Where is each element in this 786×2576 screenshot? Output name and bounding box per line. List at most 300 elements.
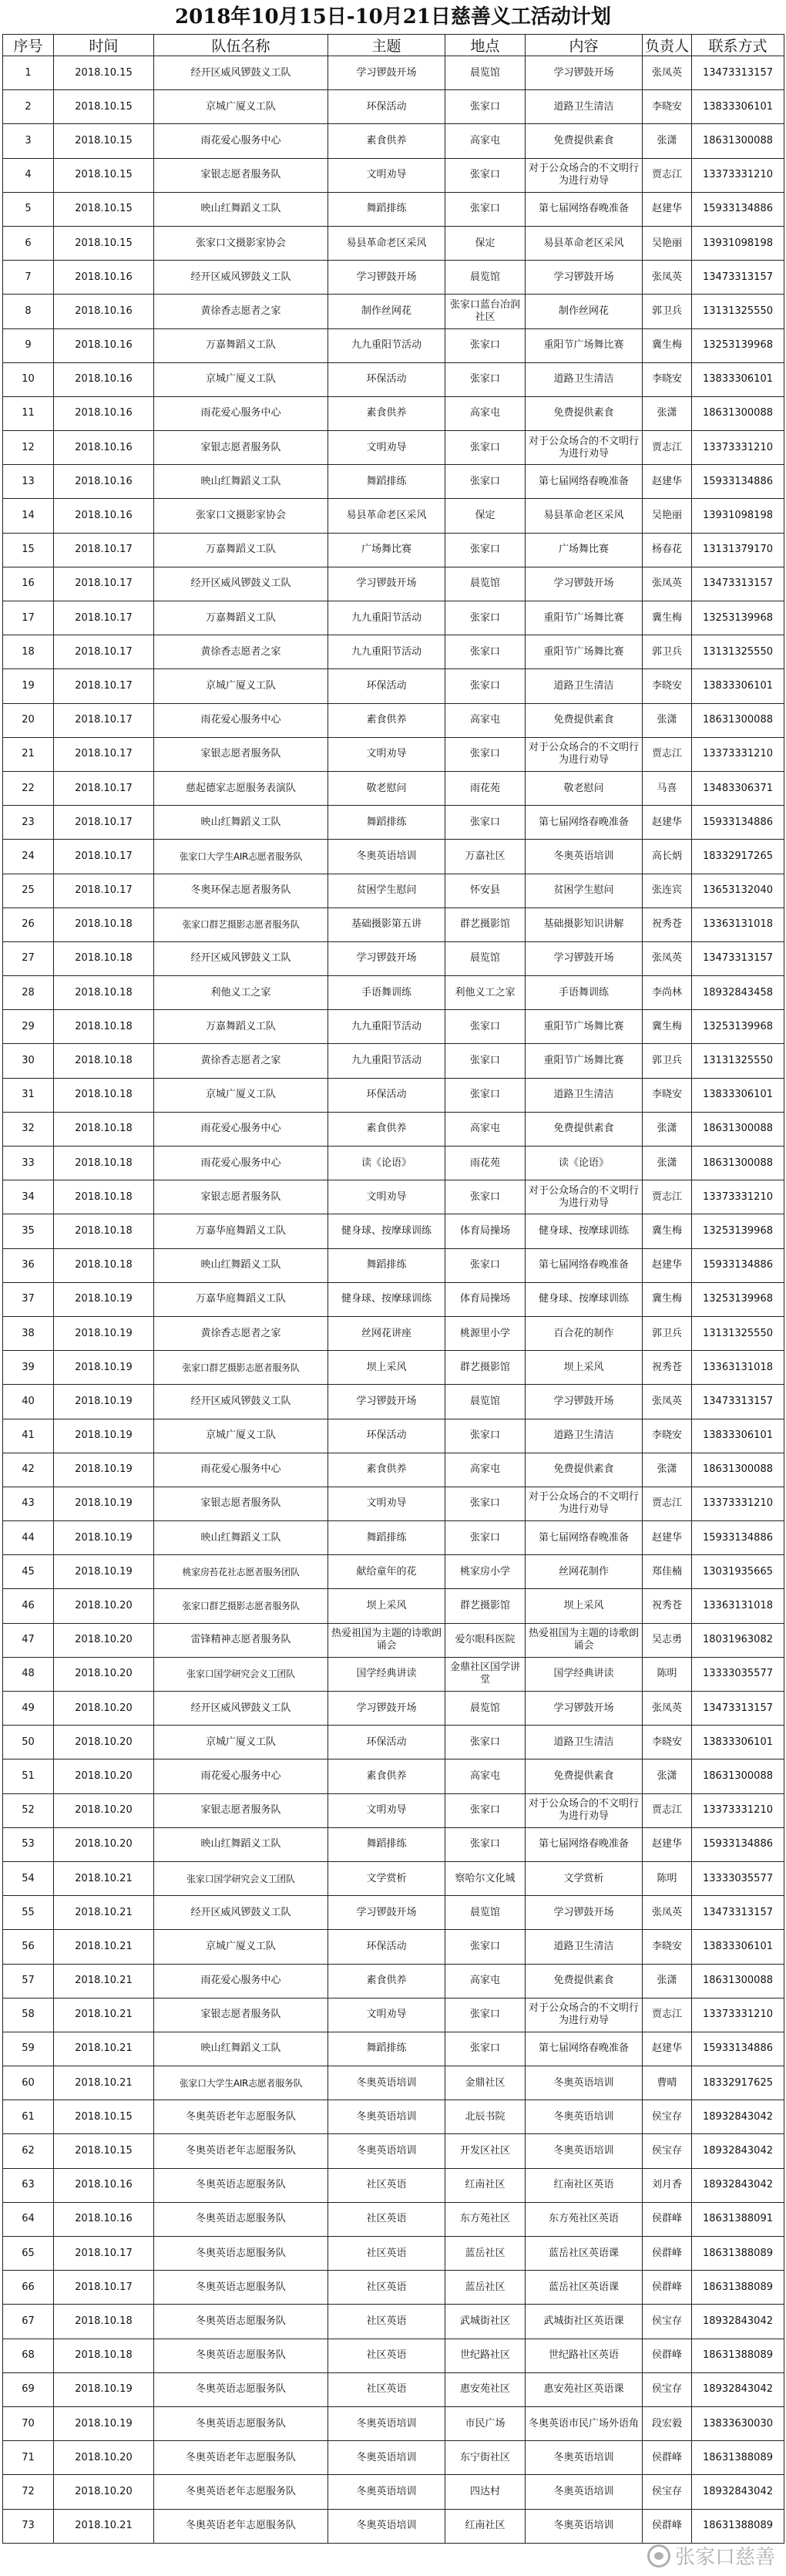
cell-index: 4 xyxy=(3,158,54,192)
cell-contact: 18932843042 xyxy=(692,2100,784,2134)
header-content: 内容 xyxy=(526,35,643,56)
cell-location: 高家屯 xyxy=(445,703,526,737)
cell-theme: 坝上采风 xyxy=(328,1351,445,1385)
cell-contact: 13363131018 xyxy=(692,1351,784,1385)
table-row xyxy=(3,261,784,295)
header-team: 队伍名称 xyxy=(154,35,328,56)
cell-person: 郭卫兵 xyxy=(643,1044,692,1078)
cell-contact: 13473313157 xyxy=(692,941,784,975)
table-row xyxy=(3,2509,784,2543)
cell-location: 高家屯 xyxy=(445,1112,526,1146)
cell-team: 映山红舞蹈义工队 xyxy=(154,465,328,499)
cell-contact: 18932843042 xyxy=(692,2134,784,2168)
cell-team: 张家口大学生AIR志愿者服务队 xyxy=(154,840,328,874)
cell-person: 李晓安 xyxy=(643,1930,692,1964)
table-row xyxy=(3,2441,784,2475)
cell-content: 冬奥英语培训 xyxy=(526,2100,643,2134)
cell-theme: 舞蹈排练 xyxy=(328,192,445,226)
cell-team: 雨花爱心服务中心 xyxy=(154,1112,328,1146)
cell-person: 赵建华 xyxy=(643,2032,692,2066)
cell-theme: 文明劝导 xyxy=(328,158,445,192)
cell-date: 2018.10.15 xyxy=(54,158,154,192)
activity-schedule-table xyxy=(2,34,784,2544)
cell-location: 张家口 xyxy=(445,1010,526,1044)
cell-contact: 13363131018 xyxy=(692,907,784,941)
cell-contact: 13473313157 xyxy=(692,1385,784,1419)
cell-team: 雨花爱心服务中心 xyxy=(154,1147,328,1180)
cell-contact: 15933134886 xyxy=(692,192,784,226)
cell-content: 重阳节广场舞比赛 xyxy=(526,635,643,669)
cell-date: 2018.10.17 xyxy=(54,601,154,635)
cell-location: 张家口 xyxy=(445,1078,526,1112)
cell-person: 刘月香 xyxy=(643,2168,692,2202)
cell-date: 2018.10.20 xyxy=(54,2441,154,2475)
cell-index: 59 xyxy=(3,2032,54,2066)
cell-theme: 冬奥英语培训 xyxy=(328,2475,445,2509)
cell-team: 家银志愿者服务队 xyxy=(154,1180,328,1214)
cell-theme: 贫困学生慰问 xyxy=(328,874,445,907)
cell-index: 66 xyxy=(3,2271,54,2305)
cell-contact: 13373331210 xyxy=(692,1487,784,1520)
cell-theme: 舞蹈排练 xyxy=(328,2032,445,2066)
table-row xyxy=(3,1248,784,1282)
cell-date: 2018.10.18 xyxy=(54,2339,154,2372)
cell-content: 易县革命老区采风 xyxy=(526,499,643,533)
cell-date: 2018.10.20 xyxy=(54,1692,154,1726)
cell-person: 侯宝存 xyxy=(643,2372,692,2406)
cell-person: 吴志勇 xyxy=(643,1623,692,1657)
cell-location: 金鼎社区 xyxy=(445,2066,526,2100)
cell-team: 映山红舞蹈义工队 xyxy=(154,806,328,840)
cell-index: 61 xyxy=(3,2100,54,2134)
cell-content: 道路卫生清洁 xyxy=(526,1419,643,1453)
cell-date: 2018.10.19 xyxy=(54,1555,154,1589)
cell-date: 2018.10.20 xyxy=(54,1726,154,1759)
cell-content: 红南社区英语 xyxy=(526,2168,643,2202)
cell-index: 29 xyxy=(3,1010,54,1044)
cell-index: 7 xyxy=(3,261,54,295)
table-row xyxy=(3,806,784,840)
cell-theme: 冬奥英语培训 xyxy=(328,2509,445,2543)
cell-contact: 18932843042 xyxy=(692,2168,784,2202)
table-row xyxy=(3,1726,784,1759)
cell-team: 雷锋精神志愿者服务队 xyxy=(154,1623,328,1657)
table-row xyxy=(3,499,784,533)
cell-theme: 素食供养 xyxy=(328,124,445,158)
cell-contact: 18932843042 xyxy=(692,2372,784,2406)
cell-contact: 13253139968 xyxy=(692,1282,784,1316)
cell-contact: 15933134886 xyxy=(692,806,784,840)
cell-content: 蓝岳社区英语课 xyxy=(526,2237,643,2271)
cell-index: 15 xyxy=(3,533,54,567)
cell-date: 2018.10.17 xyxy=(54,2271,154,2305)
cell-team: 冬奥英语老年志愿服务队 xyxy=(154,2134,328,2168)
cell-index: 44 xyxy=(3,1521,54,1555)
table-row xyxy=(3,1044,784,1078)
cell-date: 2018.10.18 xyxy=(54,1010,154,1044)
cell-team: 万嘉华庭舞蹈义工队 xyxy=(154,1282,328,1316)
cell-theme: 丝网花讲座 xyxy=(328,1316,445,1350)
cell-content: 读《论语》 xyxy=(526,1147,643,1180)
cell-person: 张凤英 xyxy=(643,941,692,975)
cell-person: 张凤英 xyxy=(643,1385,692,1419)
cell-content: 学习锣鼓开场 xyxy=(526,56,643,90)
cell-contact: 13253139968 xyxy=(692,328,784,362)
cell-contact: 18631388089 xyxy=(692,2237,784,2271)
cell-index: 31 xyxy=(3,1078,54,1112)
cell-index: 25 xyxy=(3,874,54,907)
cell-content: 重阳节广场舞比赛 xyxy=(526,328,643,362)
cell-contact: 13373331210 xyxy=(692,1793,784,1827)
cell-person: 贾志江 xyxy=(643,1998,692,2032)
cell-team: 冬奥英语老年志愿服务队 xyxy=(154,2509,328,2543)
cell-contact: 13333035577 xyxy=(692,1657,784,1691)
cell-team: 经开区威风锣鼓义工队 xyxy=(154,567,328,601)
cell-index: 70 xyxy=(3,2406,54,2440)
cell-contact: 15933134886 xyxy=(692,465,784,499)
cell-content: 东方苑社区英语 xyxy=(526,2202,643,2236)
table-row xyxy=(3,1998,784,2032)
cell-contact: 13333035577 xyxy=(692,1861,784,1895)
cell-team: 经开区威风锣鼓义工队 xyxy=(154,1896,328,1930)
cell-index: 67 xyxy=(3,2305,54,2339)
table-row xyxy=(3,2237,784,2271)
cell-location: 张家口 xyxy=(445,1521,526,1555)
cell-contact: 13473313157 xyxy=(692,261,784,295)
cell-location: 雨花苑 xyxy=(445,1147,526,1180)
cell-location: 张家口 xyxy=(445,465,526,499)
cell-contact: 18932843458 xyxy=(692,976,784,1010)
cell-theme: 素食供养 xyxy=(328,1112,445,1146)
cell-index: 26 xyxy=(3,907,54,941)
cell-location: 张家口 xyxy=(445,1044,526,1078)
cell-location: 高家屯 xyxy=(445,1759,526,1793)
cell-content: 免费提供素食 xyxy=(526,1964,643,1998)
cell-contact: 18631300088 xyxy=(692,1964,784,1998)
cell-content: 贫困学生慰问 xyxy=(526,874,643,907)
cell-contact: 15933134886 xyxy=(692,2032,784,2066)
cell-person: 张潇 xyxy=(643,1453,692,1487)
cell-theme: 学习锣鼓开场 xyxy=(328,941,445,975)
table-row xyxy=(3,1793,784,1827)
cell-team: 雨花爱心服务中心 xyxy=(154,1964,328,1998)
cell-index: 38 xyxy=(3,1316,54,1350)
cell-theme: 学习锣鼓开场 xyxy=(328,1692,445,1726)
cell-person: 冀生梅 xyxy=(643,328,692,362)
cell-content: 世纪路社区英语 xyxy=(526,2339,643,2372)
cell-person: 赵建华 xyxy=(643,465,692,499)
cell-date: 2018.10.17 xyxy=(54,567,154,601)
cell-date: 2018.10.16 xyxy=(54,261,154,295)
cell-person: 杨春花 xyxy=(643,533,692,567)
cell-index: 9 xyxy=(3,328,54,362)
cell-team: 京城广厦义工队 xyxy=(154,1419,328,1453)
cell-person: 张潇 xyxy=(643,1147,692,1180)
cell-index: 28 xyxy=(3,976,54,1010)
cell-index: 58 xyxy=(3,1998,54,2032)
table-row xyxy=(3,737,784,771)
table-row xyxy=(3,1623,784,1657)
cell-contact: 13931098198 xyxy=(692,226,784,260)
table-row xyxy=(3,90,784,124)
cell-location: 张家口 xyxy=(445,1248,526,1282)
table-row xyxy=(3,362,784,396)
cell-person: 祝秀苍 xyxy=(643,1589,692,1623)
cell-person: 陈明 xyxy=(643,1861,692,1895)
cell-location: 东宁街社区 xyxy=(445,2441,526,2475)
cell-index: 1 xyxy=(3,56,54,90)
cell-contact: 13833306101 xyxy=(692,669,784,703)
table-body xyxy=(3,56,784,2544)
table-row xyxy=(3,2271,784,2305)
cell-theme: 易县革命老区采风 xyxy=(328,499,445,533)
cell-location: 红南社区 xyxy=(445,2509,526,2543)
cell-team: 映山红舞蹈义工队 xyxy=(154,1248,328,1282)
table-row xyxy=(3,1351,784,1385)
cell-contact: 13131325550 xyxy=(692,1316,784,1350)
cell-theme: 文明劝导 xyxy=(328,1998,445,2032)
cell-date: 2018.10.18 xyxy=(54,907,154,941)
table-row xyxy=(3,1827,784,1861)
cell-person: 冀生梅 xyxy=(643,1010,692,1044)
cell-team: 雨花爱心服务中心 xyxy=(154,124,328,158)
cell-date: 2018.10.17 xyxy=(54,533,154,567)
cell-content: 学习锣鼓开场 xyxy=(526,1692,643,1726)
cell-team: 黄徐香志愿者之家 xyxy=(154,1044,328,1078)
table-row xyxy=(3,1147,784,1180)
cell-team: 冬奥英语老年志愿服务队 xyxy=(154,2441,328,2475)
cell-theme: 冬奥英语培训 xyxy=(328,2441,445,2475)
cell-person: 张连宾 xyxy=(643,874,692,907)
cell-theme: 环保活动 xyxy=(328,1078,445,1112)
cell-contact: 13833306101 xyxy=(692,362,784,396)
cell-team: 冬奥英语志愿服务队 xyxy=(154,2271,328,2305)
table-row xyxy=(3,1692,784,1726)
table-row xyxy=(3,1316,784,1350)
table-row xyxy=(3,874,784,907)
cell-person: 张潇 xyxy=(643,1759,692,1793)
cell-index: 56 xyxy=(3,1930,54,1964)
table-row xyxy=(3,907,784,941)
table-row xyxy=(3,2134,784,2168)
table-header-row xyxy=(3,35,784,56)
cell-team: 张家口群艺摄影志愿者服务队 xyxy=(154,1589,328,1623)
cell-index: 57 xyxy=(3,1964,54,1998)
cell-content: 对于公众场合的不文明行为进行劝导 xyxy=(526,431,643,465)
cell-contact: 18631388091 xyxy=(692,2202,784,2236)
cell-location: 桃源里小学 xyxy=(445,1316,526,1350)
cell-content: 百合花的制作 xyxy=(526,1316,643,1350)
cell-theme: 敬老慰问 xyxy=(328,771,445,805)
cell-person: 张潇 xyxy=(643,1964,692,1998)
cell-contact: 13833306101 xyxy=(692,1930,784,1964)
cell-person: 曹晴 xyxy=(643,2066,692,2100)
cell-theme: 广场舞比赛 xyxy=(328,533,445,567)
cell-contact: 18631388089 xyxy=(692,2339,784,2372)
header-index: 序号 xyxy=(3,35,54,56)
cell-team: 冬奥英语志愿服务队 xyxy=(154,2305,328,2339)
cell-contact: 13253139968 xyxy=(692,1010,784,1044)
cell-date: 2018.10.21 xyxy=(54,2509,154,2543)
cell-team: 冬奥英语志愿服务队 xyxy=(154,2372,328,2406)
cell-location: 高家屯 xyxy=(445,396,526,430)
cell-location: 高家屯 xyxy=(445,124,526,158)
cell-date: 2018.10.21 xyxy=(54,1861,154,1895)
cell-index: 14 xyxy=(3,499,54,533)
cell-contact: 13833306101 xyxy=(692,1078,784,1112)
cell-team: 冬奥环保志愿者服务队 xyxy=(154,874,328,907)
cell-theme: 健身球、按摩球训练 xyxy=(328,1282,445,1316)
header-contact: 联系方式 xyxy=(692,35,784,56)
table-row xyxy=(3,2305,784,2339)
cell-team: 家银志愿者服务队 xyxy=(154,737,328,771)
cell-content: 冬奥英语市民广场外语角 xyxy=(526,2406,643,2440)
cell-team: 映山红舞蹈义工队 xyxy=(154,192,328,226)
cell-location: 世纪路社区 xyxy=(445,2339,526,2372)
cell-content: 道路卫生清洁 xyxy=(526,362,643,396)
cell-date: 2018.10.18 xyxy=(54,1180,154,1214)
cell-date: 2018.10.21 xyxy=(54,1896,154,1930)
cell-location: 张家口 xyxy=(445,1930,526,1964)
cell-index: 40 xyxy=(3,1385,54,1419)
cell-theme: 环保活动 xyxy=(328,362,445,396)
cell-content: 健身球、按摩球训练 xyxy=(526,1282,643,1316)
cell-index: 71 xyxy=(3,2441,54,2475)
table-row xyxy=(3,2372,784,2406)
cell-team: 张家口文摄影家协会 xyxy=(154,226,328,260)
cell-index: 60 xyxy=(3,2066,54,2100)
cell-location: 张家口 xyxy=(445,1827,526,1861)
cell-person: 冀生梅 xyxy=(643,1214,692,1248)
cell-content: 热爱祖国为主题的诗歌朗诵会 xyxy=(526,1623,643,1657)
cell-index: 8 xyxy=(3,295,54,328)
cell-location: 张家口 xyxy=(445,669,526,703)
cell-contact: 13833630030 xyxy=(692,2406,784,2440)
table-row xyxy=(3,2168,784,2202)
cell-theme: 学习锣鼓开场 xyxy=(328,567,445,601)
table-row xyxy=(3,703,784,737)
cell-index: 20 xyxy=(3,703,54,737)
cell-date: 2018.10.20 xyxy=(54,1589,154,1623)
cell-person: 李晓安 xyxy=(643,1726,692,1759)
cell-person: 陈明 xyxy=(643,1657,692,1691)
cell-location: 群艺摄影馆 xyxy=(445,1589,526,1623)
cell-person: 高长炳 xyxy=(643,840,692,874)
cell-content: 道路卫生清洁 xyxy=(526,1078,643,1112)
cell-person: 郭卫兵 xyxy=(643,1316,692,1350)
cell-person: 张凤英 xyxy=(643,56,692,90)
cell-content: 学习锣鼓开场 xyxy=(526,567,643,601)
cell-contact: 18631300088 xyxy=(692,396,784,430)
cell-theme: 文明劝导 xyxy=(328,737,445,771)
cell-date: 2018.10.18 xyxy=(54,976,154,1010)
cell-contact: 13473313157 xyxy=(692,1692,784,1726)
cell-theme: 健身球、按摩球训练 xyxy=(328,1214,445,1248)
cell-content: 第七届网络春晚准备 xyxy=(526,1827,643,1861)
cell-index: 21 xyxy=(3,737,54,771)
table-row xyxy=(3,1930,784,1964)
cell-person: 冀生梅 xyxy=(643,601,692,635)
cell-date: 2018.10.19 xyxy=(54,2372,154,2406)
table-row xyxy=(3,1589,784,1623)
cell-person: 冀生梅 xyxy=(643,1282,692,1316)
cell-date: 2018.10.19 xyxy=(54,1521,154,1555)
cell-team: 京城广厦义工队 xyxy=(154,90,328,124)
cell-content: 道路卫生清洁 xyxy=(526,1930,643,1964)
cell-contact: 13473313157 xyxy=(692,1896,784,1930)
cell-date: 2018.10.19 xyxy=(54,1316,154,1350)
cell-date: 2018.10.17 xyxy=(54,771,154,805)
table-row xyxy=(3,1214,784,1248)
cell-index: 37 xyxy=(3,1282,54,1316)
cell-date: 2018.10.15 xyxy=(54,56,154,90)
cell-team: 万嘉舞蹈义工队 xyxy=(154,601,328,635)
cell-index: 32 xyxy=(3,1112,54,1146)
cell-contact: 18332917265 xyxy=(692,840,784,874)
cell-content: 重阳节广场舞比赛 xyxy=(526,1010,643,1044)
cell-contact: 13373331210 xyxy=(692,431,784,465)
cell-content: 敬老慰问 xyxy=(526,771,643,805)
cell-location: 晨览馆 xyxy=(445,56,526,90)
cell-index: 19 xyxy=(3,669,54,703)
cell-location: 晨览馆 xyxy=(445,1692,526,1726)
cell-contact: 15933134886 xyxy=(692,1248,784,1282)
cell-index: 13 xyxy=(3,465,54,499)
cell-content: 武城街社区英语课 xyxy=(526,2305,643,2339)
cell-index: 16 xyxy=(3,567,54,601)
cell-theme: 社区英语 xyxy=(328,2305,445,2339)
cell-index: 51 xyxy=(3,1759,54,1793)
cell-team: 经开区威风锣鼓义工队 xyxy=(154,261,328,295)
cell-index: 73 xyxy=(3,2509,54,2543)
cell-date: 2018.10.17 xyxy=(54,840,154,874)
cell-index: 62 xyxy=(3,2134,54,2168)
cell-person: 侯宝存 xyxy=(643,2100,692,2134)
cell-index: 54 xyxy=(3,1861,54,1895)
cell-team: 京城广厦义工队 xyxy=(154,1726,328,1759)
cell-theme: 坝上采风 xyxy=(328,1589,445,1623)
cell-person: 赵建华 xyxy=(643,192,692,226)
cell-content: 免费提供素食 xyxy=(526,396,643,430)
cell-theme: 舞蹈排练 xyxy=(328,1248,445,1282)
cell-location: 东方苑社区 xyxy=(445,2202,526,2236)
cell-date: 2018.10.18 xyxy=(54,941,154,975)
cell-location: 张家口 xyxy=(445,1487,526,1520)
table-row xyxy=(3,2202,784,2236)
cell-content: 第七届网络春晚准备 xyxy=(526,2032,643,2066)
cell-person: 贾志江 xyxy=(643,431,692,465)
cell-location: 张家口 xyxy=(445,1793,526,1827)
cell-contact: 13031935665 xyxy=(692,1555,784,1589)
cell-location: 开发区社区 xyxy=(445,2134,526,2168)
cell-content: 坝上采风 xyxy=(526,1351,643,1385)
cell-theme: 九九重阳节活动 xyxy=(328,601,445,635)
cell-team: 冬奥英语志愿服务队 xyxy=(154,2168,328,2202)
cell-location: 蓝岳社区 xyxy=(445,2237,526,2271)
cell-index: 41 xyxy=(3,1419,54,1453)
cell-location: 市民广场 xyxy=(445,2406,526,2440)
cell-location: 高家屯 xyxy=(445,1964,526,1998)
cell-content: 坝上采风 xyxy=(526,1589,643,1623)
cell-theme: 文明劝导 xyxy=(328,1487,445,1520)
cell-date: 2018.10.20 xyxy=(54,1657,154,1691)
table-row xyxy=(3,2406,784,2440)
cell-date: 2018.10.16 xyxy=(54,328,154,362)
cell-content: 冬奥英语培训 xyxy=(526,2441,643,2475)
cell-team: 家银志愿者服务队 xyxy=(154,1793,328,1827)
table-row xyxy=(3,1759,784,1793)
cell-content: 冬奥英语培训 xyxy=(526,2066,643,2100)
